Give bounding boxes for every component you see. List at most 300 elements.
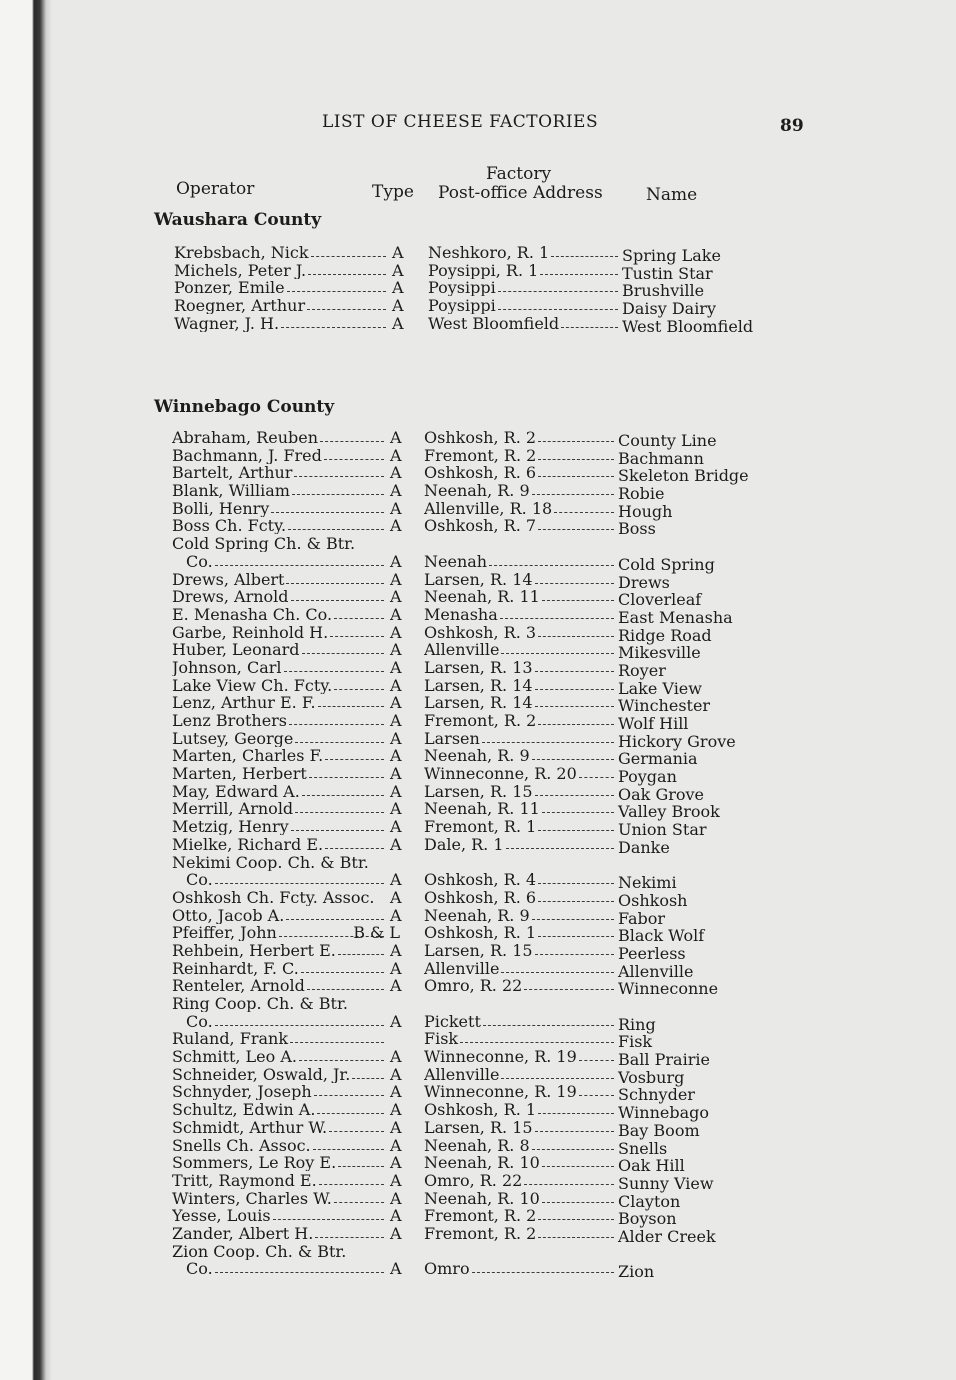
column-header-operator: Operator [176,179,255,199]
operator-cell [172,641,386,658]
operator-text: May, Edward A. [172,782,300,800]
operator-cell [172,783,386,800]
list-item [0,587,956,610]
address-text: Neenah, R. 11 [424,588,540,606]
operator-cell [172,712,386,729]
address-cell [424,1101,616,1118]
operator-cell [172,429,386,446]
factory-name-cell: Sunny View [618,1173,714,1193]
factory-name-cell: Clayton [618,1191,681,1211]
list-item [0,622,956,645]
list-item [0,498,956,521]
list-item [0,1011,956,1034]
leader-dots [313,1148,384,1150]
leader-dots [498,290,618,292]
leader-dots [532,493,614,495]
list-item [0,445,956,468]
column-header-type: Type [372,182,414,202]
address-text: Fremont, R. 2 [424,1224,537,1242]
operator-cell [172,889,386,906]
operator-text: Marten, Herbert [172,765,307,783]
list-item [0,728,956,751]
address-text: Larsen, R. 13 [424,658,533,676]
address-text: Oshkosh, R. 6 [424,888,537,906]
factory-name-cell: Zion [618,1262,655,1282]
list-item [0,854,956,872]
leader-dots [489,564,614,566]
address-cell [424,1260,616,1277]
leader-dots [273,1218,384,1220]
type-cell: A [390,870,402,890]
leader-dots [535,705,614,707]
leader-dots [483,1024,614,1026]
operator-cell [172,571,386,588]
county-heading-winnebago: Winnebago County [154,397,335,417]
operator-cell [174,297,388,314]
list-item [0,1259,956,1282]
leader-dots [561,326,618,328]
type-cell: A [390,1259,402,1279]
type-cell: B & L [353,923,400,943]
factory-name-cell: Schnyder [618,1085,695,1105]
leader-dots [215,564,384,566]
address-cell [424,1119,616,1136]
factory-name-cell: Skeleton Bridge [618,466,749,486]
operator-cell [172,1154,386,1171]
address-text: Omro, R. 22 [424,1171,523,1189]
operator-cell [174,279,388,296]
leader-dots [294,475,384,477]
address-text: Allenville [424,959,500,977]
operator-text: Michels, Peter J. [174,261,307,279]
type-cell: A [390,1170,402,1190]
operator-text: E. Menasha Ch. Co. [172,605,333,623]
factory-name-cell: Ridge Road [618,625,712,645]
leader-dots [460,1041,614,1043]
leader-dots [334,617,384,619]
type-cell: A [390,604,402,624]
list-item [0,278,956,301]
leader-dots [299,1059,384,1061]
address-cell [424,588,616,605]
leader-dots [538,635,614,637]
address-cell [424,960,616,977]
leader-dots [551,255,618,257]
type-cell: A [390,445,402,465]
operator-text: Ring Coop. Ch. & Btr. [172,995,348,1012]
type-cell: A [392,278,404,298]
factory-name-cell: Danke [618,837,670,857]
type-cell: A [390,958,402,978]
type-cell: A [390,428,402,447]
operator-text: Schnyder, Joseph [172,1083,312,1101]
operator-text: Ruland, Frank [172,1030,289,1048]
address-cell [424,677,616,694]
leader-dots [338,953,384,955]
leader-dots [535,582,614,584]
type-cell: A [390,1064,402,1084]
list-item [0,976,956,999]
leader-dots [472,1271,614,1273]
list-item [0,764,956,787]
leader-dots [506,847,614,849]
column-header-name: Name [646,185,698,205]
operator-text: Rehbein, Herbert E. [172,941,336,959]
factory-name-cell: County Line [618,431,717,450]
list-item [0,1243,956,1261]
operator-cell [172,854,386,871]
operator-text: Lenz, Arthur E. F. [172,694,316,712]
operator-cell [172,677,386,694]
list-item [0,569,956,592]
operator-cell [172,1048,386,1065]
address-cell [424,1048,616,1065]
leader-dots [281,326,386,328]
leader-dots [338,1165,384,1167]
type-cell: A [390,817,402,837]
leader-dots [352,1077,384,1079]
list-item [0,1153,956,1176]
type-cell: A [390,799,402,819]
leader-dots [542,599,614,601]
operator-text: Tritt, Raymond E. [172,1171,317,1189]
leader-dots [535,670,614,672]
type-cell: A [390,622,402,642]
operator-cell [172,588,386,605]
leader-dots [290,1041,384,1043]
address-text: Poysippi [428,279,496,297]
address-text: Menasha [424,605,498,623]
type-cell: A [390,587,402,607]
operator-cell [172,517,386,534]
address-cell [424,429,616,446]
leader-dots [324,458,384,460]
address-cell [424,500,616,517]
operator-cell [172,1225,386,1242]
operator-cell [172,1243,386,1260]
address-cell [424,553,616,570]
factory-name-cell: Vosburg [618,1067,685,1087]
type-cell: A [390,1188,402,1208]
address-cell [424,1137,616,1154]
leader-dots [498,308,618,310]
leader-dots [287,290,386,292]
factory-name-cell: Nekimi [618,873,677,893]
winnebago-entries [0,428,956,1282]
waushara-entries [0,243,956,336]
address-cell [424,694,616,711]
address-text: Oshkosh, R. 2 [424,429,537,446]
address-text: Neenah, R. 11 [424,800,540,818]
operator-cell [172,1066,386,1083]
address-text: Oshkosh, R. 1 [424,1101,537,1119]
operator-cell [172,447,386,464]
leader-dots [501,1077,614,1079]
address-cell [424,871,616,888]
address-cell [424,977,616,994]
address-text: Omro, R. 22 [424,977,523,995]
operator-text: Merrill, Arnold [172,800,294,818]
factory-name-cell: Wolf Hill [618,714,689,733]
operator-text: Garbe, Reinhold H. [172,623,329,641]
factory-name-cell: East Menasha [618,607,733,627]
leader-dots [295,811,384,813]
leader-dots [317,1112,384,1114]
leader-dots [301,971,384,973]
factory-name-cell: Cloverleaf [618,590,702,610]
factory-name-cell: Daisy Dairy [622,299,716,319]
address-text: Oshkosh, R. 3 [424,623,537,641]
list-item [0,1030,956,1052]
list-item [0,923,956,946]
address-cell [424,1207,616,1224]
factory-name-cell: Spring Lake [622,246,721,265]
address-cell [424,836,616,853]
type-cell: A [392,313,404,333]
address-text: Neenah, R. 9 [424,906,530,924]
operator-text: Schmidt, Arthur W. [172,1118,328,1136]
factory-name-cell: Oak Grove [618,784,705,804]
list-item [0,551,956,574]
leader-dots [319,1183,384,1185]
address-cell [424,482,616,499]
operator-text: Lake View Ch. Fcty. [172,676,333,694]
address-text: Larsen [424,729,480,747]
list-item [0,995,956,1013]
operator-text: Blank, William [172,482,290,500]
leader-dots [538,440,614,442]
address-cell [424,800,616,817]
factory-name-cell: Fabor [618,908,666,928]
operator-cell [172,747,386,764]
leader-dots [315,1236,384,1238]
leader-dots [334,1201,384,1203]
address-text: Winneconne, R. 19 [424,1048,577,1066]
leader-dots [540,273,618,275]
operator-text: Nekimi Coop. Ch. & Btr. [172,853,369,871]
type-cell: A [390,940,402,960]
leader-dots [329,1130,384,1132]
list-item [0,1064,956,1087]
leader-dots [579,776,614,778]
leader-dots [538,1218,614,1220]
operator-text: Zion Coop. Ch. & Btr. [172,1242,347,1260]
operator-text: Co. [186,1012,213,1030]
column-headers [0,164,956,208]
address-text: Winneconne, R. 19 [424,1083,577,1101]
county-heading-waushara: Waushara County [154,210,322,230]
leader-dots [302,652,385,654]
list-item [0,781,956,804]
operator-text: Roegner, Arthur [174,297,306,315]
list-item [0,1100,956,1123]
leader-dots [295,741,384,743]
operator-text: Sommers, Le Roy E. [172,1154,337,1172]
leader-dots [579,1094,614,1096]
address-text: Larsen, R. 15 [424,782,533,800]
address-cell [424,659,616,676]
type-cell: A [390,1153,402,1173]
operator-cell [172,818,386,835]
leader-dots [291,599,384,601]
address-text: Neenah, R. 10 [424,1189,540,1207]
address-cell [424,1083,616,1100]
operator-text: Ponzer, Emile [174,279,285,297]
operator-text: Schmitt, Leo A. [172,1048,297,1066]
address-text: Larsen, R. 15 [424,941,533,959]
operator-text: Co. [186,552,213,570]
operator-text: Schneider, Oswald, Jr. [172,1065,351,1083]
leader-dots [538,829,614,831]
factory-name-cell: Ring [618,1014,656,1034]
list-item [0,640,956,663]
address-text: Neenah, R. 9 [424,482,530,500]
leader-dots [538,475,614,477]
address-cell [424,1225,616,1242]
factory-name-cell: Hough [618,501,673,521]
operator-cell [172,977,386,994]
address-text: Allenville, R. 18 [424,499,553,517]
list-item [0,1082,956,1105]
operator-text: Drews, Albert [172,570,285,588]
list-item [0,428,956,450]
address-cell [428,297,620,314]
operator-text: Wagner, J. H. [174,314,280,332]
leader-dots [538,458,614,460]
factory-name-cell: Allenville [618,961,694,981]
leader-dots [500,617,614,619]
operator-cell [172,659,386,676]
type-cell: A [392,243,404,262]
operator-text: Oshkosh Ch. Fcty. Assoc. [172,888,375,906]
type-cell: A [390,1011,402,1031]
operator-cell [172,995,386,1012]
leader-dots [532,1148,614,1150]
leader-dots [334,688,384,690]
operator-text: Yesse, Louis [172,1207,271,1225]
leader-dots [579,1059,614,1061]
factory-name-cell: Brushville [622,281,705,301]
operator-cell [172,942,386,959]
leader-dots [532,918,614,920]
column-header-address: Post-office Address [438,183,603,203]
operator-text: Zander, Albert H. [172,1224,314,1242]
address-cell [428,244,620,261]
leader-dots [314,1094,384,1096]
address-text: Neenah [424,552,488,570]
operator-cell [172,694,386,711]
factory-name-cell: Snells [618,1138,668,1158]
type-cell: A [390,711,402,730]
address-text: Fisk [424,1030,459,1048]
column-header-factory: Factory [486,164,552,184]
operator-cell [172,765,386,782]
address-text: Oshkosh, R. 4 [424,871,537,889]
operator-cell [172,836,386,853]
list-item [0,657,956,680]
operator-cell [172,606,386,623]
factory-name-cell: Royer [618,660,666,680]
operator-cell [172,1190,386,1207]
type-cell: A [390,728,402,748]
list-item [0,296,956,319]
address-cell [424,1154,616,1171]
operator-text: Abraham, Reuben [172,429,319,446]
operator-text: Bolli, Henry [172,499,270,517]
address-cell [424,1066,616,1083]
type-cell: A [390,1223,402,1243]
list-item [0,1188,956,1211]
type-cell: A [390,1100,402,1120]
leader-dots [535,1130,614,1132]
operator-cell [172,871,386,888]
type-cell: A [390,1206,402,1226]
type-cell: A [390,481,402,501]
list-item [0,1117,956,1140]
list-item [0,1170,956,1193]
address-cell [424,818,616,835]
operator-text: Marten, Charles F. [172,747,324,765]
type-cell: A [390,551,402,571]
list-item [0,1135,956,1158]
factory-name-cell: Black Wolf [618,926,705,946]
factory-name-cell: Poygan [618,767,677,787]
factory-name-cell: Bay Boom [618,1120,700,1140]
operator-text: Co. [186,1260,213,1278]
operator-text: Winters, Charles W. [172,1189,332,1207]
address-cell [424,712,616,729]
list-item [0,1223,956,1246]
operator-cell [172,1207,386,1224]
address-cell [424,641,616,658]
list-item [0,870,956,893]
address-cell [424,447,616,464]
address-text: Neenah, R. 9 [424,747,530,765]
factory-name-cell: Robie [618,484,665,504]
operator-text: Bachmann, J. Fred [172,446,322,464]
address-cell [424,1030,616,1047]
list-item [0,1206,956,1229]
list-item [0,693,956,716]
factory-name-cell: Hickory Grove [618,731,736,751]
address-text: Oshkosh, R. 7 [424,517,537,535]
leader-dots [318,705,384,707]
leader-dots [286,918,384,920]
address-text: Poysippi [428,297,496,315]
type-cell: A [390,498,402,518]
type-cell: A [390,516,402,536]
operator-text: Reinhardt, F. C. [172,959,299,977]
factory-name-cell: Alder Creek [618,1226,716,1246]
factory-name-cell: Oshkosh [618,890,688,910]
leader-dots [538,1112,614,1114]
leader-dots [330,635,384,637]
type-cell: A [390,887,402,907]
factory-name-cell: West Bloomfield [622,316,754,336]
leader-dots [291,829,384,831]
address-cell [424,517,616,534]
list-item [0,834,956,857]
operator-cell [172,1013,386,1030]
leader-dots [289,723,384,725]
address-cell [424,889,616,906]
operator-text: Boss Ch. Fcty. [172,517,287,535]
leader-dots [542,811,614,813]
operator-text: Pfeiffer, John [172,924,277,942]
operator-cell [172,1119,386,1136]
leader-dots [538,935,614,937]
operator-cell [172,800,386,817]
